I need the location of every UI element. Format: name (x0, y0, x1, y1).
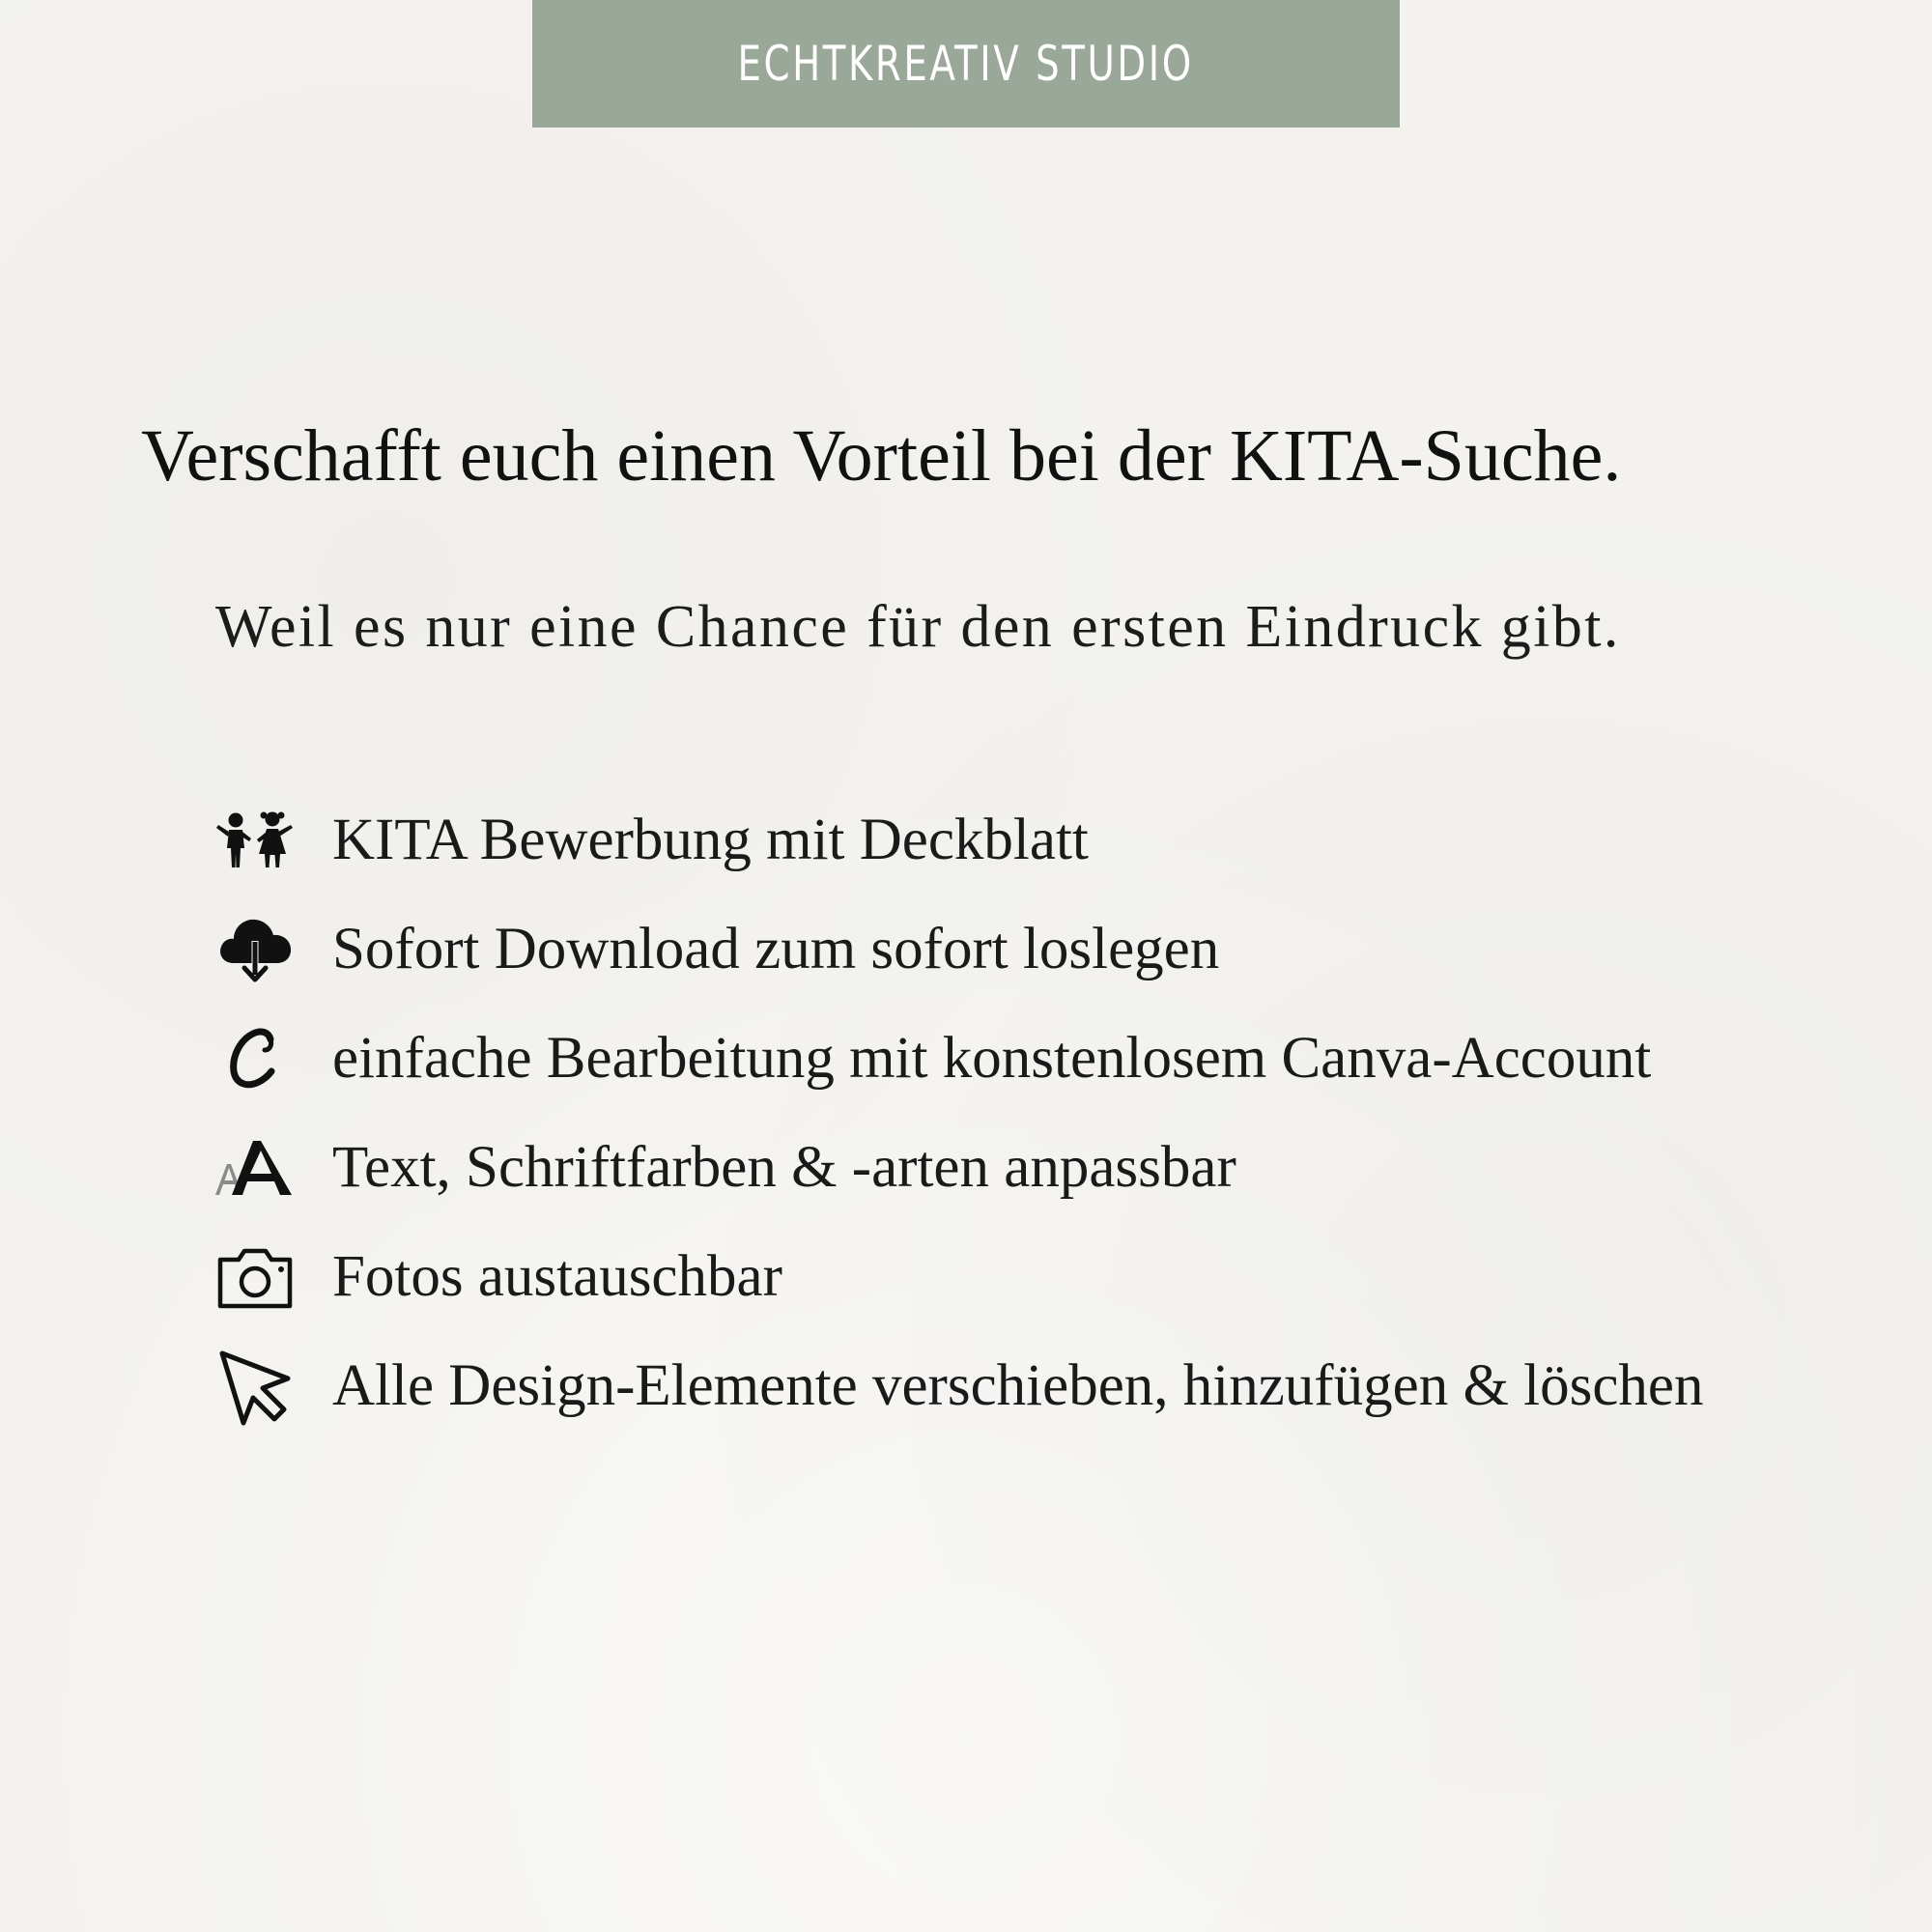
canva-logo-icon (214, 1018, 296, 1099)
headline: Verschafft euch einen Vorteil bei der KITA-Suche. (141, 415, 1622, 497)
feature-item-download (214, 895, 1703, 1004)
feature-text: Alle Design-Elemente verschieben, hinzufügen & löschen (332, 1352, 1704, 1418)
feature-text: KITA Bewerbung mit Deckblatt (332, 807, 1089, 872)
feature-item-canva (214, 1004, 1703, 1113)
feature-text: Sofort Download zum sofort loslegen (332, 916, 1220, 981)
feature-item-application (214, 785, 1703, 895)
font-size-icon (214, 1127, 296, 1208)
feature-text: Fotos austauschbar (332, 1243, 782, 1309)
camera-icon (214, 1236, 296, 1318)
cloud-download-icon (214, 909, 296, 990)
children-icon (214, 800, 296, 881)
feature-text: einfache Bearbeitung mit konstenlosem Canva-Account (332, 1025, 1652, 1091)
feature-text: Text, Schriftfarben & -arten anpassbar (332, 1134, 1236, 1200)
feature-list (214, 785, 1703, 1440)
feature-item-design (214, 1331, 1703, 1440)
feature-item-text (214, 1113, 1703, 1222)
brand-name: ECHTKREATIV STUDIO (737, 36, 1195, 92)
cursor-icon (214, 1346, 296, 1427)
brand-banner (532, 0, 1400, 128)
feature-item-photos (214, 1222, 1703, 1331)
subline: Weil es nur eine Chance für den ersten Eindruck gibt. (215, 594, 1621, 660)
